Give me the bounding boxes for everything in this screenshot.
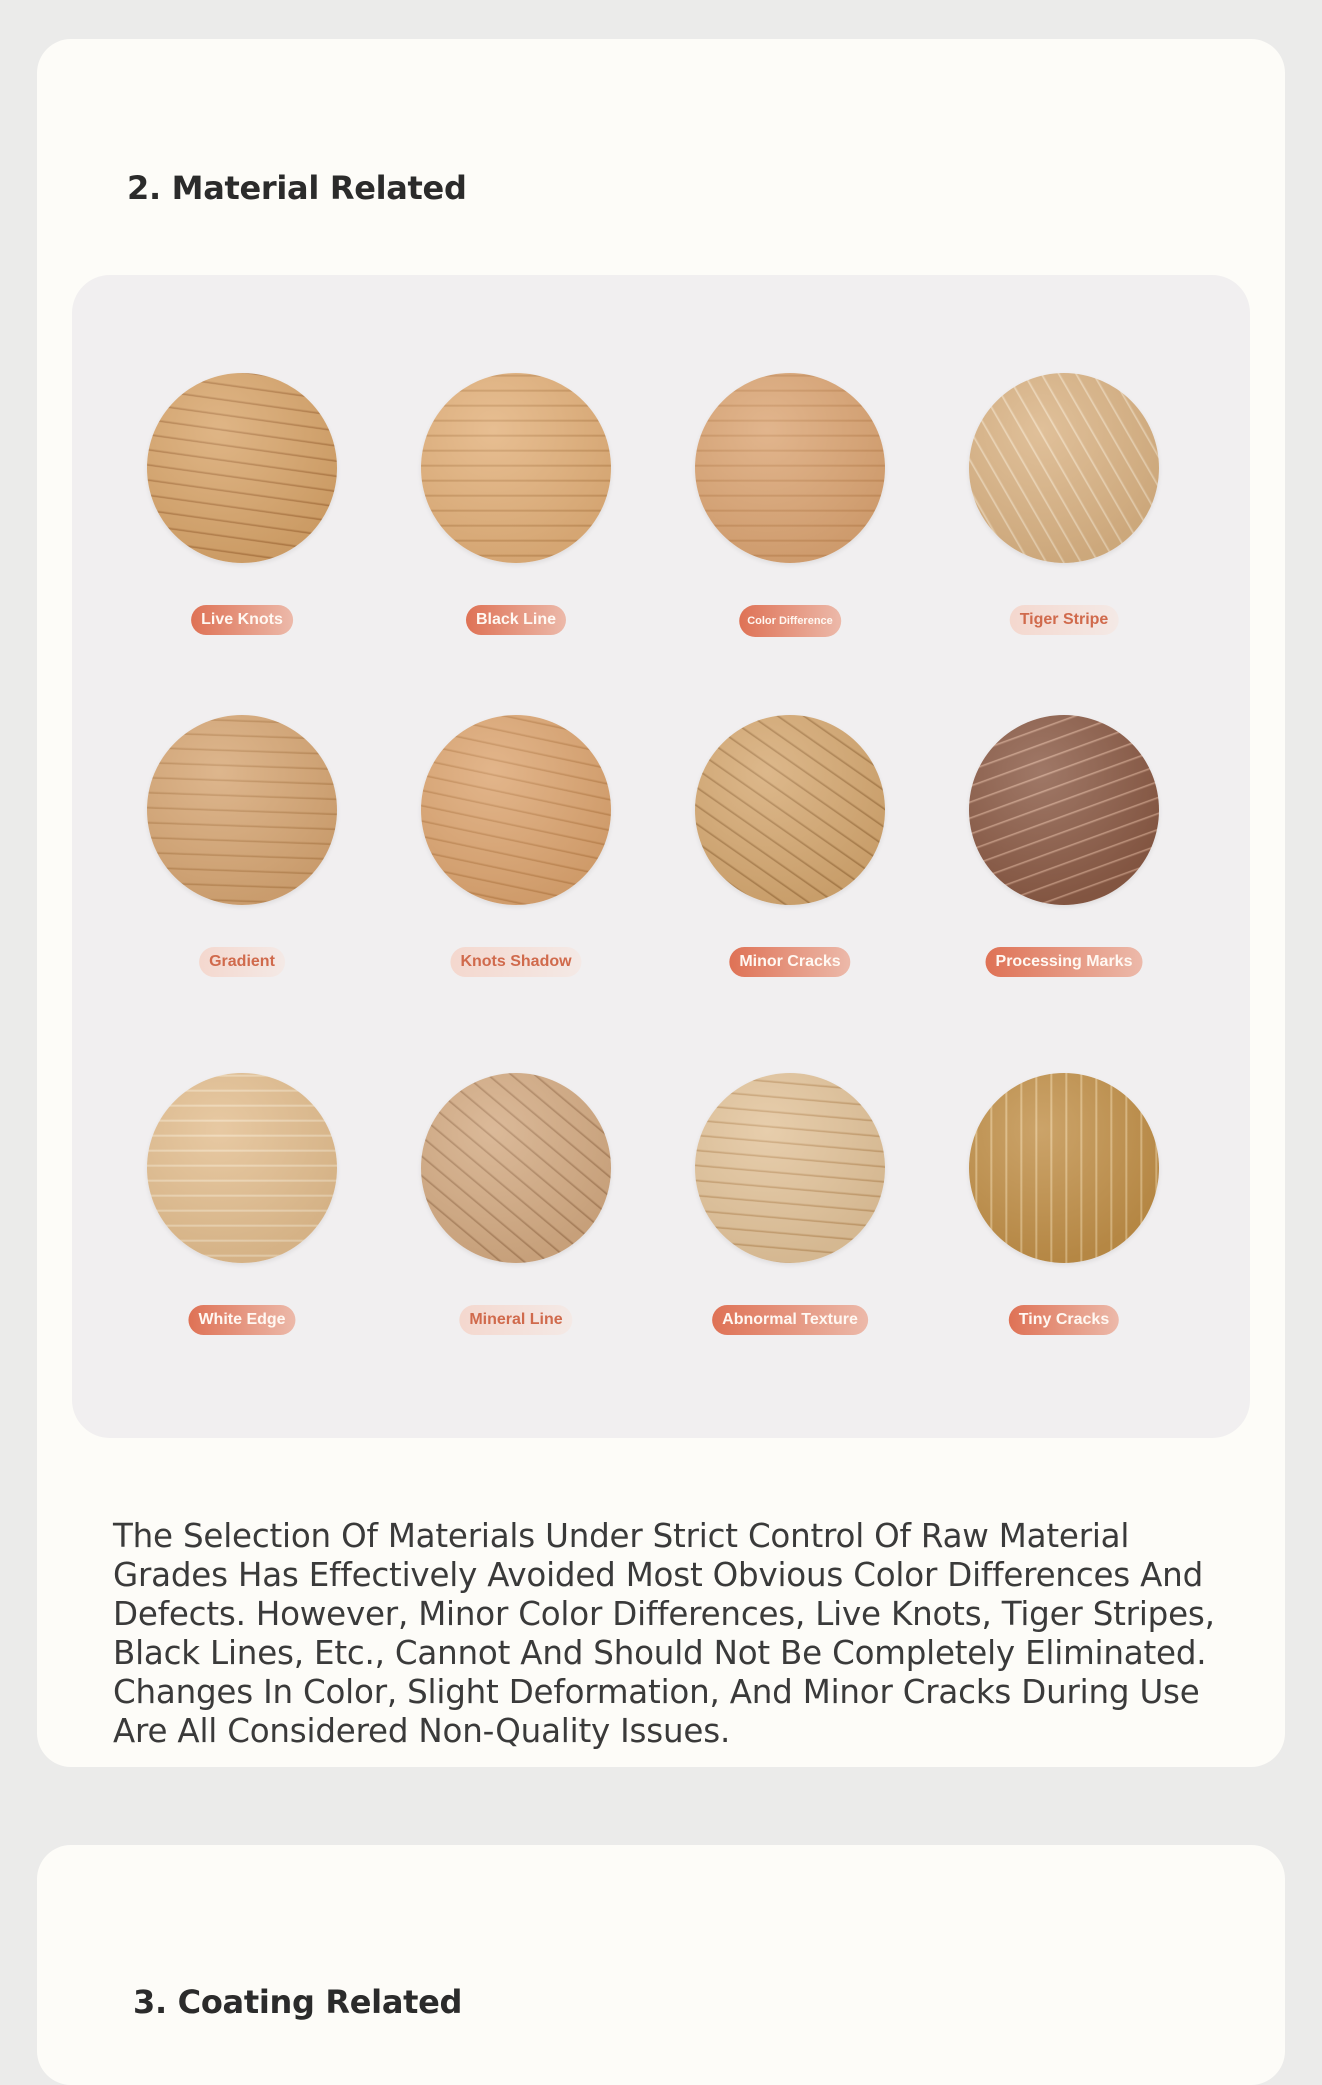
wood-swatch-grid	[72, 275, 1250, 1438]
section-title-coating: 3. Coating Related	[133, 1983, 463, 2021]
wood-sample-image	[695, 1073, 885, 1263]
swatch-label: Tiny Cracks	[1009, 1305, 1119, 1335]
swatch-label: Processing Marks	[986, 947, 1143, 977]
swatch-live-knots	[105, 373, 379, 673]
wood-sample-image	[969, 373, 1159, 563]
wood-sample-image	[695, 373, 885, 563]
material-related-card	[37, 39, 1285, 1767]
swatch-label: Black Line	[466, 605, 566, 635]
swatch-tiny-cracks	[927, 1073, 1201, 1373]
swatch-label: White Edge	[188, 1305, 295, 1335]
material-description: The Selection Of Materials Under Strict Control Of Raw Material Grades Has Effectively Avoided Most Obvious Color Differences And Defects. However, Minor Color Differences, Live Knots, Tiger Stripes, Black Lines, Etc., Cannot And Should Not Be Completely Eliminated. Changes In Color, Slight Deformation, And Minor Cracks During Use Are All Considered Non-Quality Issues.	[113, 1517, 1215, 1750]
wood-swatch-panel	[72, 275, 1250, 1438]
swatch-label: Abnormal Texture	[712, 1305, 868, 1335]
wood-sample-image	[421, 373, 611, 563]
wood-sample-image	[969, 1073, 1159, 1263]
wood-sample-image	[695, 715, 885, 905]
wood-sample-image	[147, 1073, 337, 1263]
swatch-label: Minor Cracks	[729, 947, 850, 977]
swatch-black-line	[379, 373, 653, 673]
wood-sample-image	[421, 1073, 611, 1263]
swatch-label: Knots Shadow	[450, 947, 581, 977]
swatch-abnormal-texture	[653, 1073, 927, 1373]
wood-sample-image	[969, 715, 1159, 905]
swatch-mineral-line	[379, 1073, 653, 1373]
swatch-processing-marks	[927, 715, 1201, 1015]
swatch-label: Mineral Line	[459, 1305, 572, 1335]
swatch-knots-shadow	[379, 715, 653, 1015]
swatch-white-edge	[105, 1073, 379, 1373]
wood-sample-image	[147, 715, 337, 905]
swatch-label: Gradient	[199, 947, 285, 977]
swatch-gradient	[105, 715, 379, 1015]
section-title-material: 2. Material Related	[127, 169, 467, 207]
wood-sample-image	[147, 373, 337, 563]
coating-related-card	[37, 1845, 1285, 2085]
wood-sample-image	[421, 715, 611, 905]
swatch-label: Live Knots	[191, 605, 293, 635]
swatch-color-difference	[653, 373, 927, 673]
swatch-label: Tiger Stripe	[1010, 605, 1119, 635]
swatch-minor-cracks	[653, 715, 927, 1015]
swatch-tiger-stripe	[927, 373, 1201, 673]
swatch-label: Color Difference	[739, 605, 841, 637]
